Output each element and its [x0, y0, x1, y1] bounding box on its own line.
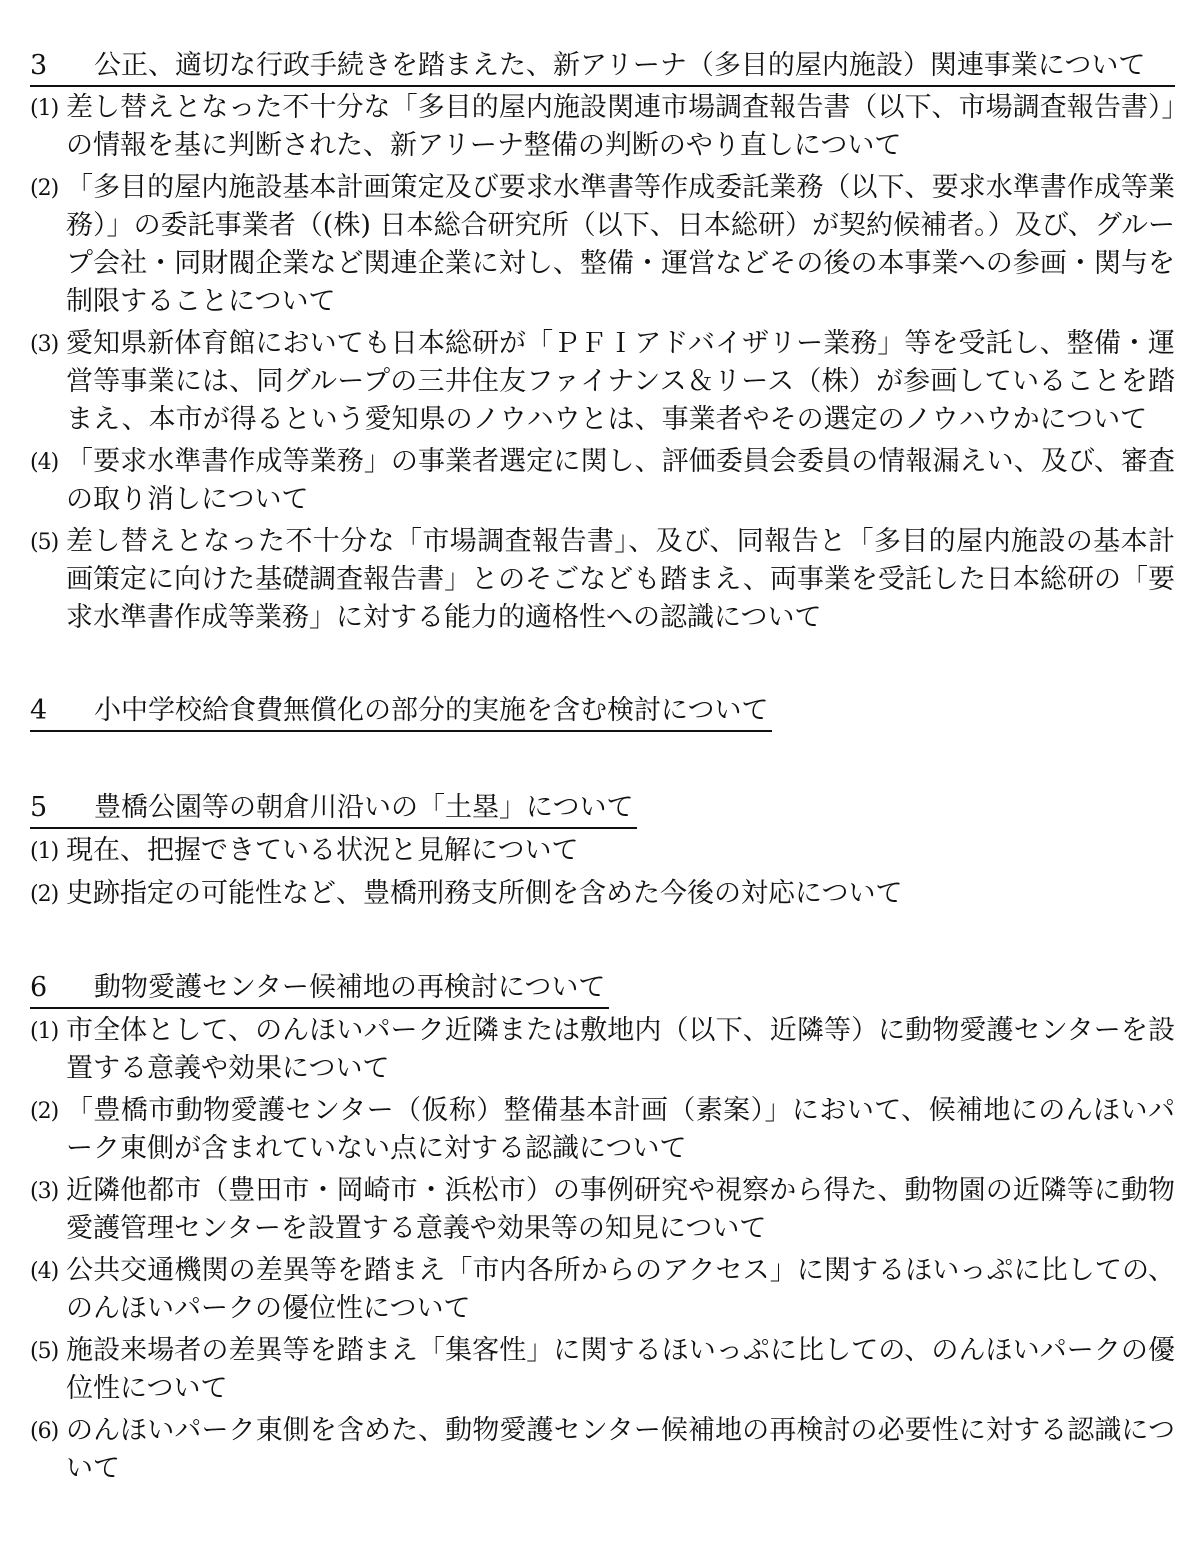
item-number: (5)	[30, 1339, 59, 1364]
item-number: (1)	[30, 839, 59, 864]
section-number: 6	[30, 972, 48, 1003]
list-item	[30, 325, 1175, 439]
item-number: (5)	[30, 530, 59, 555]
section-heading	[30, 790, 637, 829]
list-item	[30, 1252, 1175, 1328]
section-title: 豊橋公園等の朝倉川沿いの「土塁」について	[94, 792, 634, 823]
list-item	[30, 1092, 1175, 1168]
item-number: (2)	[30, 882, 59, 907]
item-number: (4)	[30, 450, 59, 475]
item-text: 現在、把握できている状況と見解について	[66, 835, 579, 866]
item-text: 近隣他都市（豊田市・岡崎市・浜松市）の事例研究や視察から得た、動物園の近隣等に動物愛護管理センターを設置する意義や効果等の知見について	[66, 1175, 1175, 1244]
item-text: 愛知県新体育館においても日本総研が「ＰＦＩアドバイザリー業務」等を受託し、整備・運営等事業には、同グループの三井住友ファイナンス＆リース（株）が参画していることを踏まえ、本市が得るという愛知県のノウハウとは、事業者やその選定のノウハウかについて	[66, 328, 1175, 435]
list-item	[30, 1012, 1175, 1088]
list-item	[30, 1172, 1175, 1248]
item-number: (3)	[30, 1179, 59, 1204]
section-title: 小中学校給食費無償化の部分的実施を含む検討について	[94, 695, 769, 726]
list-item	[30, 89, 1175, 165]
item-number: (6)	[30, 1419, 59, 1444]
list-item	[30, 1332, 1175, 1408]
item-number: (3)	[30, 332, 59, 357]
list-item	[30, 169, 1175, 321]
item-number: (1)	[30, 1019, 59, 1044]
item-number: (2)	[30, 176, 59, 201]
section-number: 3	[30, 50, 48, 81]
item-number: (4)	[30, 1259, 59, 1284]
item-text: 「多目的屋内施設基本計画策定及び要求水準書等作成委託業務（以下、要求水準書作成等業務）」の委託事業者（(株) 日本総合研究所（以下、日本総研）が契約候補者。）及び、グループ会社・同財閥企業など関連企業に対し、整備・運営などその後の本事業への参画・関与を制限することについて	[66, 172, 1175, 317]
item-text: 史跡指定の可能性など、豊橋刑務支所側を含めた今後の対応について	[66, 878, 903, 909]
item-text: 市全体として、のんほいパーク近隣または敷地内（以下、近隣等）に動物愛護センターを設置する意義や効果について	[66, 1015, 1175, 1084]
section-6	[30, 970, 1175, 1488]
item-number: (1)	[30, 96, 59, 121]
item-text: 公共交通機関の差異等を踏まえ「市内各所からのアクセス」に関するほいっぷに比しての、のんほいパークの優位性について	[66, 1255, 1175, 1324]
item-text: 「豊橋市動物愛護センター（仮称）整備基本計画（素案）」において、候補地にのんほいパーク東側が含まれていない点に対する認識について	[66, 1095, 1175, 1164]
document-page	[30, 48, 1175, 1544]
section-3	[30, 48, 1175, 637]
section-title: 公正、適切な行政手続きを踏まえた、新アリーナ（多目的屋内施設）関連事業について	[94, 50, 1146, 81]
list-item	[30, 443, 1175, 519]
list-item	[30, 1412, 1175, 1488]
item-number: (2)	[30, 1099, 59, 1124]
list-item	[30, 523, 1175, 637]
section-number: 4	[30, 695, 48, 726]
section-heading	[30, 970, 609, 1009]
list-item	[30, 875, 1175, 914]
section-5	[30, 790, 1175, 914]
section-title: 動物愛護センター候補地の再検討について	[94, 972, 606, 1003]
item-text: 差し替えとなった不十分な「市場調査報告書」、及び、同報告と「多目的屋内施設の基本計画策定に向けた基礎調査報告書」とのそごなども踏まえ、両事業を受託した日本総研の「要求水準書作成等業務」に対する能力的適格性への認識について	[66, 526, 1175, 633]
item-text: のんほいパーク東側を含めた、動物愛護センター候補地の再検討の必要性に対する認識について	[66, 1415, 1175, 1484]
section-4	[30, 693, 1175, 734]
list-item	[30, 832, 1175, 871]
item-text: 差し替えとなった不十分な「多目的屋内施設関連市場調査報告書（以下、市場調査報告書）」の情報を基に判断された、新アリーナ整備の判断のやり直しについて	[66, 92, 1175, 161]
section-heading	[30, 48, 1175, 87]
section-number: 5	[30, 792, 48, 823]
item-text: 「要求水準書作成等業務」の事業者選定に関し、評価委員会委員の情報漏えい、及び、審査の取り消しについて	[66, 446, 1175, 515]
section-heading	[30, 693, 772, 732]
item-text: 施設来場者の差異等を踏まえ「集客性」に関するほいっぷに比しての、のんほいパークの優位性について	[66, 1335, 1175, 1404]
